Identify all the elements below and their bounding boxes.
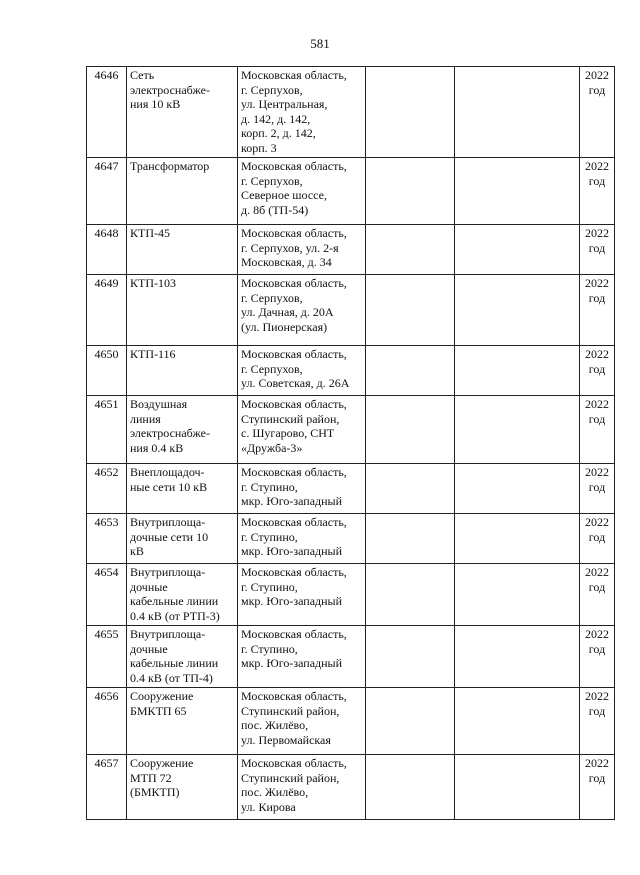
year-value: 2022 [585,465,609,479]
table-row [87,67,615,158]
address-cell [238,564,366,626]
address-cell [238,346,366,396]
table-row [87,158,615,225]
year-cell [580,67,615,158]
object-name: кабельные линии [130,594,219,608]
row-number: 4647 [87,158,127,225]
address-line: г. Серпухов, [241,173,303,188]
object-name-cell [127,626,238,688]
table-row [87,755,615,820]
object-name: Внутриплоща- [130,565,206,579]
address-line: Московская область, [241,465,347,479]
address-line: ул. Первомайская [241,732,331,747]
object-name: дочные сети 10 [130,529,209,544]
address-line: мкр. Юго-западный [241,656,343,670]
object-name-cell [127,346,238,396]
year-cell [580,396,615,464]
object-name: БМКТП 65 [130,703,187,718]
object-name: электроснабже- [130,426,210,440]
table-row [87,564,615,626]
year-value: 2022 [585,159,609,173]
year-cell [580,275,615,346]
year-cell [580,464,615,514]
year-cell [580,158,615,225]
address-line: г. Серпухов, [241,82,303,97]
table-row [87,688,615,755]
empty-cell [455,346,580,396]
empty-cell [366,755,455,820]
address-line: Ступинский район, [241,703,340,718]
table-row [87,396,615,464]
address-line: мкр. Юго-западный [241,594,343,608]
empty-cell [366,275,455,346]
empty-cell [366,225,455,275]
object-name: ния 0.4 кВ [130,440,184,455]
year-value: 2022 [585,689,609,703]
row-number: 4657 [87,755,127,820]
registry-table [86,66,615,820]
year-unit: год [588,703,606,718]
row-number: 4648 [87,225,127,275]
address-line: Московская область, [241,689,347,703]
empty-cell [366,346,455,396]
year-value: 2022 [585,515,609,529]
address-cell [238,275,366,346]
year-unit: год [588,361,606,376]
object-name-cell [127,396,238,464]
address-line: д. 142, д. 142, [241,111,311,126]
year-value: 2022 [585,68,609,82]
empty-cell [455,688,580,755]
address-cell [238,67,366,158]
year-value: 2022 [585,276,609,290]
object-name: КТП-45 [130,226,170,240]
year-unit: год [588,173,606,188]
object-name: Воздушная [130,397,188,411]
empty-cell [455,396,580,464]
address-cell [238,158,366,225]
address-line: ул. Дачная, д. 20А [241,305,334,319]
object-name-cell [127,514,238,564]
address-line: Московская область, [241,276,347,290]
address-cell [238,396,366,464]
object-name: КТП-103 [130,276,176,290]
row-number: 4653 [87,514,127,564]
address-line: пос. Жилёво, [241,718,309,732]
year-cell [580,225,615,275]
address-line: г. Ступино, [241,479,298,494]
empty-cell [455,564,580,626]
table-row [87,346,615,396]
table-row [87,514,615,564]
year-unit: год [588,579,606,594]
object-name: электроснабже- [130,82,210,97]
address-line: пос. Жилёво, [241,785,309,799]
address-line: мкр. Юго-западный [241,494,343,508]
empty-cell [455,67,580,158]
address-line: Московская область, [241,627,347,641]
row-number: 4646 [87,67,127,158]
address-line: ул. Кирова [241,799,296,814]
empty-cell [455,158,580,225]
address-line: ул. Центральная, [241,97,328,111]
row-number: 4654 [87,564,127,626]
address-line: Ступинский район, [241,770,340,785]
object-name: Внутриплоща- [130,515,206,529]
object-name-cell [127,158,238,225]
address-line: Московская область, [241,397,347,411]
year-cell [580,755,615,820]
table-row [87,275,615,346]
address-cell [238,626,366,688]
address-line: Московская область, [241,756,347,770]
year-unit: год [588,529,606,544]
address-line: г. Серпухов, [241,290,303,305]
object-name: ные сети 10 кВ [130,479,208,494]
address-line: корп. 3 [241,140,277,155]
object-name: 0.4 кВ (от РТП-3) [130,608,220,623]
row-number: 4650 [87,346,127,396]
address-line: Московская область, [241,347,347,361]
address-line: корп. 2, д. 142, [241,126,316,140]
object-name-cell [127,275,238,346]
table-row [87,225,615,275]
year-value: 2022 [585,565,609,579]
year-cell [580,688,615,755]
empty-cell [366,626,455,688]
year-unit: год [588,290,606,305]
object-name: (БМКТП) [130,785,180,799]
row-number: 4652 [87,464,127,514]
address-line: ул. Советская, д. 26А [241,376,350,390]
year-cell [580,626,615,688]
address-cell [238,225,366,275]
empty-cell [366,688,455,755]
year-unit: год [588,240,606,255]
address-cell [238,464,366,514]
object-name-cell [127,755,238,820]
year-unit: год [588,411,606,426]
address-line: Московская область, [241,159,347,173]
object-name-cell [127,225,238,275]
year-unit: год [588,82,606,97]
object-name: Сооружение [130,689,194,703]
address-line: Московская область, [241,68,347,82]
year-cell [580,346,615,396]
object-name: Трансформатор [130,159,210,173]
address-line: г. Серпухов, [241,361,303,376]
address-line: (ул. Пионерская) [241,319,328,334]
table-row [87,464,615,514]
object-name: Сооружение [130,756,194,770]
address-line: г. Ступино, [241,641,298,656]
year-value: 2022 [585,226,609,240]
row-number: 4656 [87,688,127,755]
address-line: Ступинский район, [241,411,340,426]
object-name-cell [127,464,238,514]
address-line: г. Ступино, [241,529,298,544]
empty-cell [366,67,455,158]
address-line: с. Шугарово, СНТ [241,426,335,440]
year-unit: год [588,641,606,656]
address-line: Московская, д. 34 [241,255,332,269]
object-name: Сеть [130,68,155,82]
empty-cell [455,464,580,514]
table-row [87,626,615,688]
object-name-cell [127,564,238,626]
empty-cell [455,626,580,688]
address-line: Московская область, [241,515,347,529]
address-line: Московская область, [241,565,347,579]
empty-cell [366,514,455,564]
object-name: КТП-116 [130,347,176,361]
address-line: Московская область, [241,226,347,240]
object-name-cell [127,688,238,755]
address-line: мкр. Юго-западный [241,544,343,558]
year-cell [580,564,615,626]
empty-cell [455,755,580,820]
object-name: кВ [130,544,144,558]
empty-cell [366,158,455,225]
empty-cell [366,564,455,626]
row-number: 4655 [87,626,127,688]
address-line: «Дружба-3» [241,440,303,455]
address-line: Северное шоссе, [241,188,327,202]
object-name: Внутриплоща- [130,627,206,641]
year-cell [580,514,615,564]
empty-cell [455,514,580,564]
object-name: линия [130,411,161,426]
object-name: ния 10 кВ [130,97,181,111]
empty-cell [455,225,580,275]
empty-cell [366,396,455,464]
address-cell [238,514,366,564]
object-name: Внеплощадоч- [130,465,205,479]
address-cell [238,755,366,820]
address-line: д. 8б (ТП-54) [241,202,309,217]
row-number: 4651 [87,396,127,464]
address-line: г. Серпухов, ул. 2-я [241,240,339,255]
year-unit: год [588,479,606,494]
object-name: дочные [130,579,168,594]
page-number: 581 [310,36,330,51]
empty-cell [455,275,580,346]
object-name: кабельные линии [130,656,219,670]
year-value: 2022 [585,627,609,641]
year-value: 2022 [585,397,609,411]
empty-cell [366,464,455,514]
year-value: 2022 [585,347,609,361]
address-cell [238,688,366,755]
object-name: дочные [130,641,168,656]
row-number: 4649 [87,275,127,346]
year-unit: год [588,770,606,785]
object-name: МТП 72 [130,770,172,785]
object-name: 0.4 кВ (от ТП-4) [130,670,213,685]
object-name-cell [127,67,238,158]
year-value: 2022 [585,756,609,770]
address-line: г. Ступино, [241,579,298,594]
